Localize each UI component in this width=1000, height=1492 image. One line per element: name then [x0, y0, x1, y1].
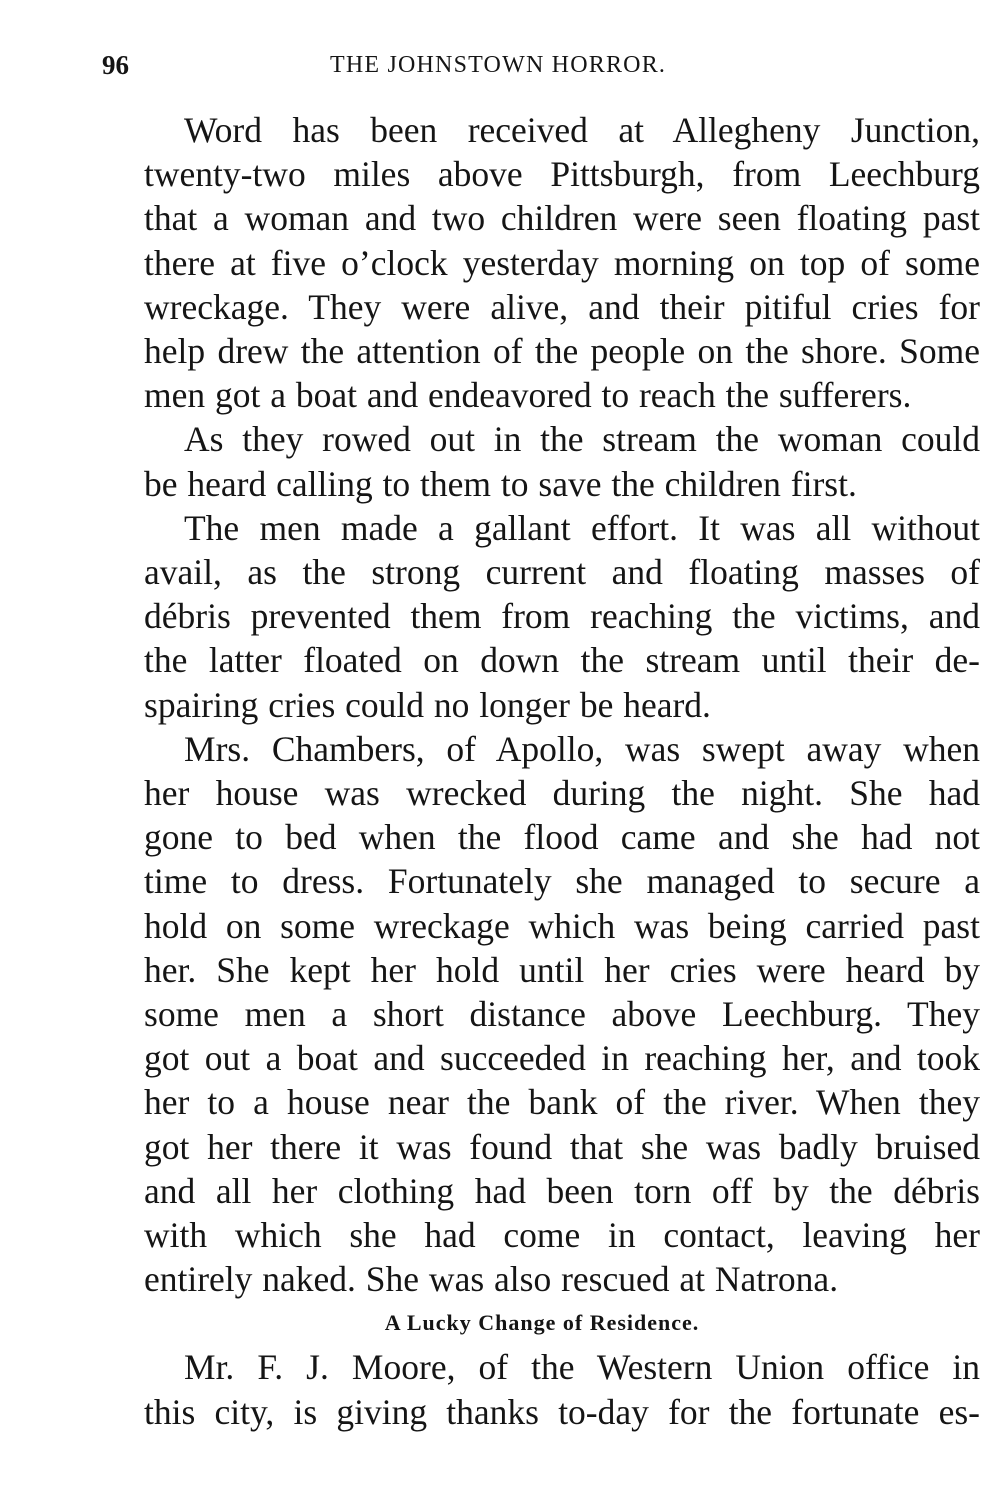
text-line: wreckage. They were alive, and their pitiful cries for	[144, 286, 980, 327]
text-line: this city, is giving thanks to-day for the fortunate es-	[144, 1391, 980, 1432]
text-line: spairing cries could no longer be heard.	[144, 684, 711, 725]
text-line: avail, as the strong current and floating masses of	[144, 552, 980, 593]
text-line: and all her clothing had been torn off by the débris	[144, 1170, 980, 1211]
body-text	[104, 108, 980, 1434]
text-line: got out a boat and succeeded in reaching her, and took	[144, 1038, 980, 1079]
paragraph-5	[104, 1345, 980, 1433]
running-title: THE JOHNSTOWN HORROR.	[330, 52, 667, 78]
text-line: her house was wrecked during the night. She had	[144, 773, 980, 814]
text-line: her to a house near the bank of the river. When they	[144, 1082, 980, 1123]
text-line: the latter floated on down the stream until their de-	[144, 640, 980, 681]
text-line: men got a boat and endeavored to reach the sufferers.	[144, 375, 912, 416]
text-line: there at five o’clock yesterday morning on top of some	[144, 242, 980, 283]
text-line: As they rowed out in the stream the woman could	[184, 419, 980, 460]
text-line: with which she had come in contact, leaving her	[144, 1215, 980, 1256]
text-line: The men made a gallant effort. It was all without	[184, 507, 980, 548]
paragraph-4	[104, 727, 980, 1302]
paragraph-2	[104, 417, 980, 505]
text-line: Mr. F. J. Moore, of the Western Union office in	[184, 1347, 980, 1388]
section-subheading: A Lucky Change of Residence.	[384, 1310, 700, 1336]
paragraph-3	[104, 506, 980, 727]
page-header	[100, 46, 980, 86]
page-number: 96	[102, 50, 129, 80]
text-line: some men a short distance above Leechburg. They	[144, 994, 980, 1035]
text-line: Mrs. Chambers, of Apollo, was swept away when	[184, 728, 980, 769]
text-line: be heard calling to them to save the children first.	[144, 463, 857, 504]
paragraph-1	[104, 108, 980, 417]
text-line: time to dress. Fortunately she managed to secure a	[144, 861, 980, 902]
text-line: got her there it was found that she was badly bruised	[144, 1126, 980, 1167]
text-line: her. She kept her hold until her cries were heard by	[144, 949, 980, 990]
text-line: entirely naked. She was also rescued at Natrona.	[144, 1259, 839, 1300]
text-line: gone to bed when the flood came and she had not	[144, 817, 980, 858]
text-line: that a woman and two children were seen floating past	[144, 198, 980, 239]
text-line: débris prevented them from reaching the victims, and	[144, 596, 980, 637]
text-line: hold on some wreckage which was being carried past	[144, 905, 980, 946]
text-line: twenty-two miles above Pittsburgh, from Leechburg	[144, 154, 980, 195]
text-line: Word has been received at Allegheny Junction,	[184, 110, 980, 150]
text-line: help drew the attention of the people on the shore. Some	[144, 331, 980, 372]
